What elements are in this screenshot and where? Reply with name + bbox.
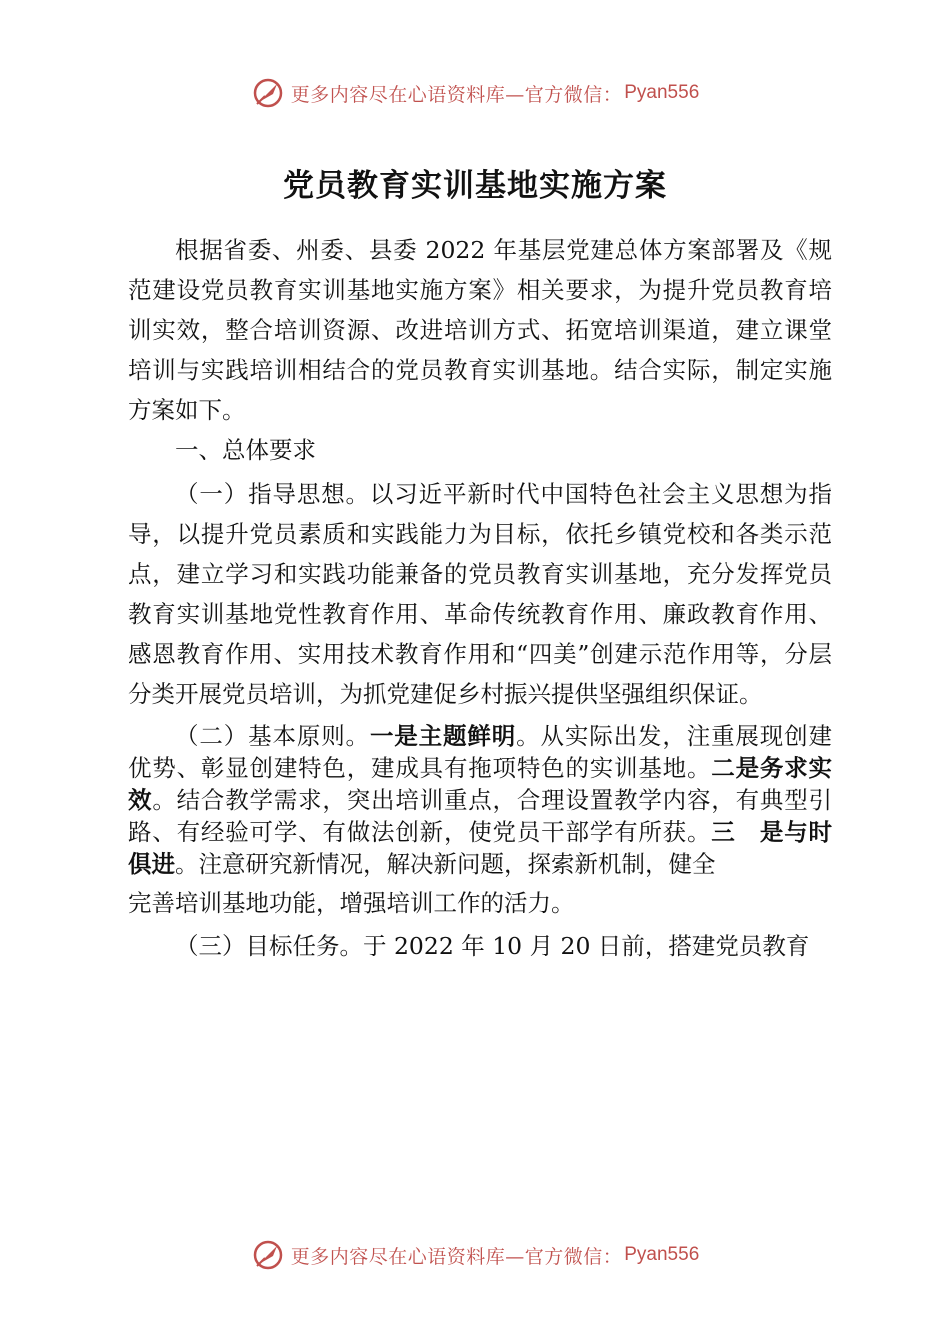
watermark-wechat-id: Pyan556 — [624, 82, 700, 103]
watermark-text: 更多内容尽在心语资料库—官方微信： — [290, 1245, 623, 1268]
quill-logo-icon — [251, 1238, 285, 1272]
watermark-wechat-id: Pyan556 — [624, 1244, 700, 1265]
principle-2-title: 二是务求实效 — [128, 754, 833, 814]
principle-2-text: 。结合教学需求，突出培训重点，合理设置教学内容，有典型引路、有经验可学、有做法创新，使党员干部学有所获。 — [128, 786, 833, 846]
principles-lead: （二）基本原则。 — [175, 722, 370, 750]
document-body — [128, 230, 832, 966]
principle-3-text: 。注意研究新情况，解决新问题，探索新机制，健全 — [175, 850, 716, 878]
intro-paragraph: 根据省委、州委、县委 2022 年基层党建总体方案部署及《规范建设党员教育实训基地实施方案》相关要求，为提升党员教育培训实效，整合培训资源、改进培训方式、拓宽培训渠道，建立课堂培训与实践培训相结合的党员教育实训基地。结合实际，制定实施方案如下。 — [128, 236, 832, 424]
principle-3-tail: 完善培训基地功能，增强培训工作的活力。 — [128, 889, 575, 917]
footer-watermark — [0, 1238, 950, 1272]
header-watermark — [0, 76, 950, 110]
quill-logo-icon — [251, 76, 285, 110]
targets-paragraph: （三）目标任务。于 2022 年 10 月 20 日前，搭建党员教育 — [175, 932, 810, 960]
principles-paragraph — [128, 720, 832, 922]
principle-1-title: 一是主题鲜明 — [369, 722, 517, 750]
section-heading: 一、总体要求 — [175, 436, 316, 464]
guiding-thought-paragraph: （一）指导思想。以习近平新时代中国特色社会主义思想为指导，以提升党员素质和实践能力为目标，依托乡镇党校和各类示范点，建立学习和实践功能兼备的党员教育实训基地，充分发挥党员教育实训基地党性教育作用、革命传统教育作用、廉政教育作用、感恩教育作用、实用技术教育作用和“四美”创建示范作用等，分层分类开展党员培训，为抓党建促乡村振兴提供坚强组织保证。 — [128, 480, 832, 708]
document-title: 党员教育实训基地实施方案 — [283, 168, 667, 204]
watermark-text: 更多内容尽在心语资料库—官方微信： — [290, 83, 623, 106]
principle-3-title: 三 是与时俱进 — [128, 818, 833, 878]
principle-1-text: 。从实际出发，注重展现创建优势、彰显创建特色，建成具有拖项特色的实训基地。 — [128, 722, 833, 782]
